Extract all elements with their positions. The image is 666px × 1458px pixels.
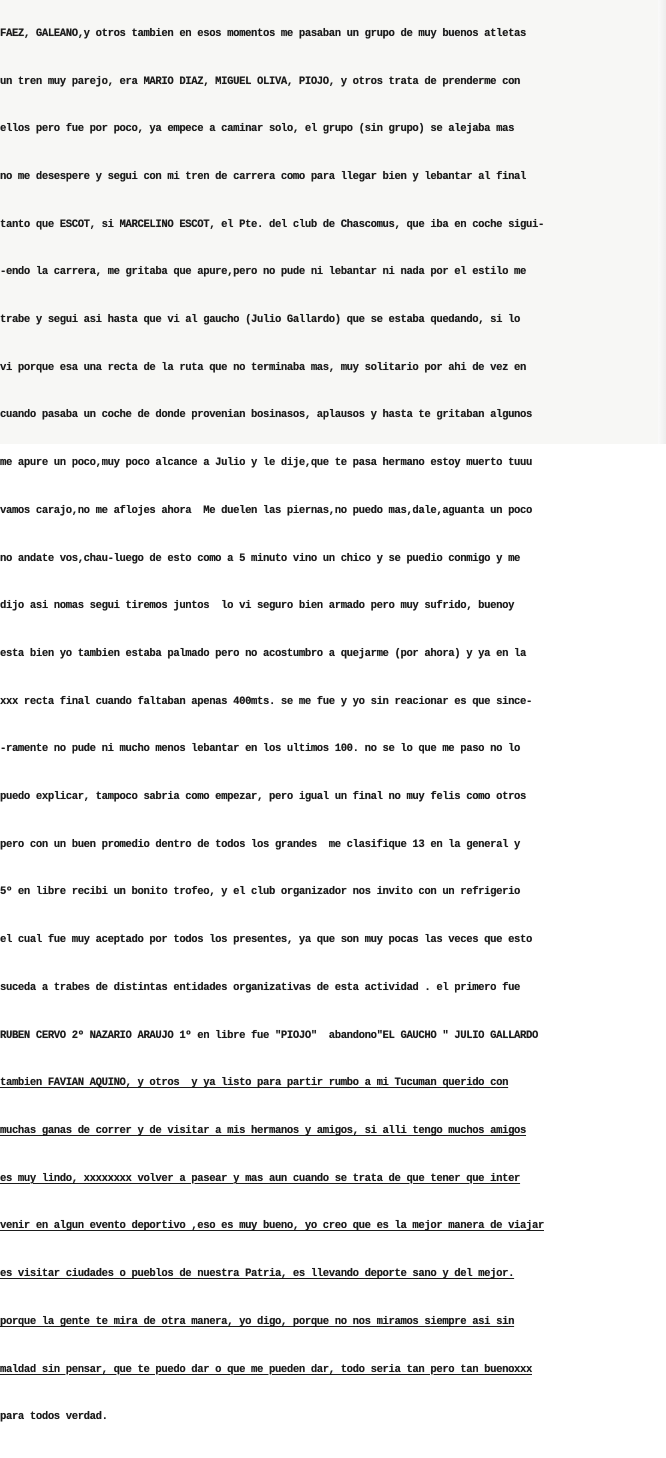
text-line-9: cuando pasaba un coche de donde provenian bosinasos, aplausos y hasta te gritaban algunos <box>0 409 532 422</box>
text-line-29: maldad sin pensar, que te puedo dar o que me pueden dar, todo seria tan pero tan buenoxxx <box>0 1363 532 1376</box>
text-line-16: -ramente no pude ni mucho menos lebantar en los ultimos 100. no se lo que me paso no lo <box>0 743 521 756</box>
text-line-19: 5º en libre recibi un bonito trofeo, y el club organizador nos invito con un refrigerio <box>0 886 521 899</box>
text-line-23: tambien FAVIAN AQUINO, y otros y ya listo para partir rumbo a mi Tucuman querido con <box>0 1077 509 1090</box>
text-line-7: trabe y segui asi hasta que vi al gaucho (Julio Gallardo) que se estaba quedando, si lo <box>0 314 521 327</box>
text-line-4: no me desespere y segui con mi tren de carrera como para llegar bien y lebantar al final <box>0 170 527 183</box>
text-line-26: venir en algun evento deportivo ,eso es muy bueno, yo creo que es la mejor manera de viajar <box>0 1220 544 1233</box>
text-line-15: xxx recta final cuando faltaban apenas 400mts. se me fue y yo sin reacionar es que since- <box>0 695 532 708</box>
text-line-22: RUBEN CERVO 2º NAZARIO ARAUJO 1º en libre fue "PIOJO" abandono"EL GAUCHO " JULIO GALLARDO <box>0 1029 538 1042</box>
text-line-8: vi porque esa una recta de la ruta que no terminaba mas, muy solitario por ahi de vez en <box>0 361 527 374</box>
text-line-20: el cual fue muy aceptado por todos los presentes, ya que son muy pocas las veces que esto <box>0 934 532 947</box>
text-line-30: para todos verdad. <box>0 1411 108 1424</box>
text-line-11: vamos carajo,no me aflojes ahora Me duelen las piernas,no puedo mas,dale,aguanta un poco <box>0 504 532 517</box>
text-line-28: porque la gente te mira de otra manera, yo digo, porque no nos miramos siempre asi sin <box>0 1315 515 1328</box>
text-line-21: suceda a trabes de distintas entidades organizativas de esta actividad . el primero fue <box>0 981 521 994</box>
text-line-3: ellos pero fue por poco, ya empece a caminar solo, el grupo (sin grupo) se alejaba mas <box>0 123 515 136</box>
text-line-14: esta bien yo tambien estaba palmado pero no acostumbro a quejarme (por ahora) y ya en la <box>0 647 527 660</box>
text-line-27: es visitar ciudades o pueblos de nuestra Patria, es llevando deporte sano y del mejor. <box>0 1268 515 1281</box>
text-line-25: es muy lindo, xxxxxxxx volver a pasear y mas aun cuando se trata de que tener que inter <box>0 1172 521 1185</box>
text-line-6: -endo la carrera, me gritaba que apure,pero no pude ni lebantar ni nada por el estilo me <box>0 266 527 279</box>
text-line-1: FAEZ, GALEANO,y otros tambien en esos momentos me pasaban un grupo de muy buenos atletas <box>0 27 527 40</box>
text-line-24: muchas ganas de correr y de visitar a mis hermanos y amigos, si alli tengo muchos amigos <box>0 1124 527 1137</box>
text-line-12: no andate vos,chau-luego de esto como a 5 minuto vino un chico y se puedio conmigo y me <box>0 552 521 565</box>
text-line-18: pero con un buen promedio dentro de todos los grandes me clasifique 13 en la general y <box>0 838 521 851</box>
text-line-5: tanto que ESCOT, si MARCELINO ESCOT, el Pte. del club de Chascomus, que iba en coche sigui- <box>0 218 544 231</box>
text-line-10: me apure un poco,muy poco alcance a Julio y le dije,que te pasa hermano estoy muerto tuuu <box>0 457 532 470</box>
text-line-2: un tren muy parejo, era MARIO DIAZ, MIGUEL OLIVA, PIOJO, y otros trata de prenderme con <box>0 75 521 88</box>
text-line-17: puedo explicar, tampoco sabria como empezar, pero igual un final no muy felis como otros <box>0 791 527 804</box>
text-line-13: dijo asi nomas segui tiremos juntos lo vi seguro bien armado pero muy sufrido, buenoy <box>0 600 515 613</box>
